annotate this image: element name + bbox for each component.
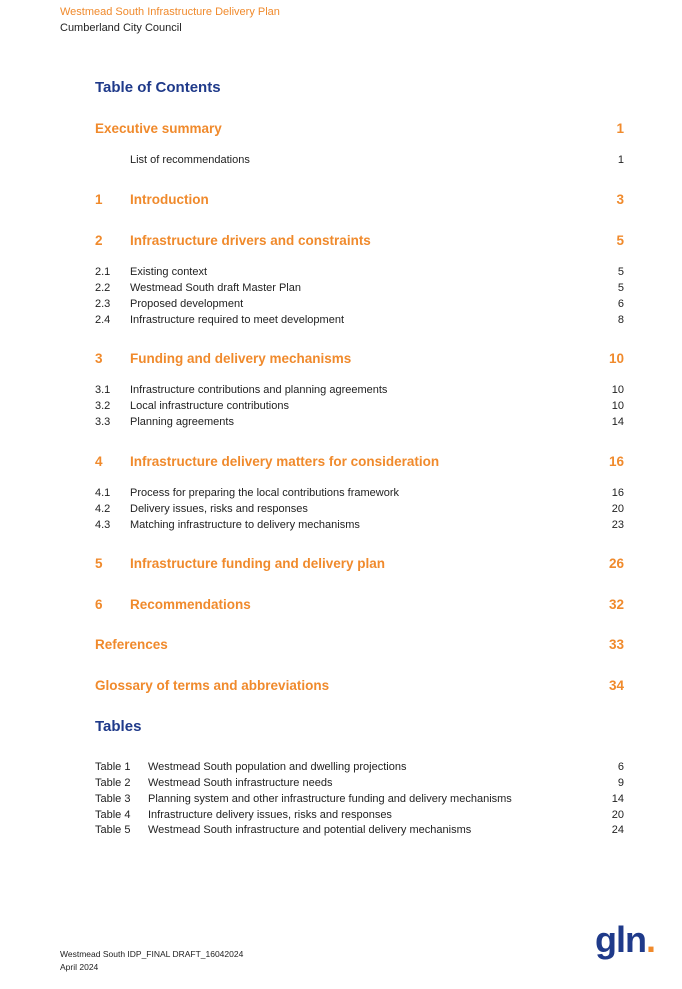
toc-entry-page: 5 [617, 266, 624, 278]
toc-entry-page: 33 [608, 637, 624, 652]
toc-entry-page: 16 [611, 487, 624, 499]
header-organisation: Cumberland City Council [60, 22, 182, 34]
toc-entry-4-1[interactable] [95, 487, 624, 499]
toc-entry-section-3[interactable] [95, 351, 624, 366]
toc-entry-page: 20 [611, 503, 624, 515]
toc-entry-label: Infrastructure contributions and planning agreements [130, 384, 388, 396]
table-label: Westmead South infrastructure and potential delivery mechanisms [148, 824, 472, 836]
toc-entry-page: 10 [611, 400, 624, 412]
toc-entry-page: 26 [608, 556, 624, 571]
toc-entry-3-1[interactable] [95, 384, 624, 396]
table-number: Table 4 [95, 809, 131, 821]
table-page: 9 [617, 777, 624, 789]
toc-entry-section-6[interactable] [95, 597, 624, 612]
toc-entry-label: Infrastructure drivers and constraints [130, 233, 371, 248]
footer-date: April 2024 [60, 962, 99, 972]
toc-entry-label: Infrastructure funding and delivery plan [130, 556, 386, 571]
toc-entry-number: 4.3 [95, 519, 111, 531]
toc-entry-number: 2 [95, 233, 103, 248]
toc-entry-number: 1 [95, 192, 103, 207]
toc-entry-section-2[interactable] [95, 233, 624, 248]
toc-entry-section-4[interactable] [95, 454, 624, 469]
toc-entry-label: Planning agreements [130, 416, 234, 428]
toc-entry-page: 16 [608, 454, 624, 469]
toc-entry-page: 5 [617, 282, 624, 294]
toc-entry-page: 1 [617, 154, 624, 166]
toc-entry-label: References [95, 637, 168, 652]
table-number: Table 5 [95, 824, 131, 836]
table-label: Planning system and other infrastructure funding and delivery mechanisms [148, 793, 512, 805]
toc-entry-page: 10 [611, 384, 624, 396]
toc-entry-number: 2.3 [95, 298, 111, 310]
logo-dot: . [645, 919, 655, 960]
toc-entry-number: 4.2 [95, 503, 111, 515]
toc-entry-number: 5 [95, 556, 103, 571]
table-list-entry[interactable] [95, 824, 624, 836]
toc-entry-glossary[interactable] [95, 678, 624, 693]
toc-entry-page: 8 [617, 314, 624, 326]
toc-entry-page: 14 [611, 416, 624, 428]
toc-entry-number: 3.1 [95, 384, 111, 396]
toc-entry-number: 2.4 [95, 314, 111, 326]
header-doc-title: Westmead South Infrastructure Delivery Plan [60, 6, 280, 18]
toc-entry-number: 4 [95, 454, 103, 469]
toc-entry-3-2[interactable] [95, 400, 624, 412]
logo-text: gln [595, 919, 646, 960]
toc-entry-label: Infrastructure delivery matters for consideration [130, 454, 440, 469]
toc-entry-label: Recommendations [130, 597, 251, 612]
table-page: 20 [611, 809, 624, 821]
toc-entry-references[interactable] [95, 637, 624, 652]
toc-entry-number: 3.2 [95, 400, 111, 412]
table-label: Infrastructure delivery issues, risks and responses [148, 809, 392, 821]
toc-entry-2-2[interactable] [95, 282, 624, 294]
toc-entry-number: 2.1 [95, 266, 111, 278]
toc-entry-label: Local infrastructure contributions [130, 400, 289, 412]
table-page: 6 [617, 761, 624, 773]
toc-entry-label: Introduction [130, 192, 209, 207]
toc-entry-label: List of recommendations [130, 154, 250, 166]
toc-entry-3-3[interactable] [95, 416, 624, 428]
table-number: Table 3 [95, 793, 131, 805]
toc-entry-label: Process for preparing the local contributions framework [130, 487, 400, 499]
toc-entry-label: Glossary of terms and abbreviations [95, 678, 330, 693]
toc-entry-label: Delivery issues, risks and responses [130, 503, 308, 515]
toc-entry-label: Executive summary [95, 121, 222, 136]
toc-entry-page: 10 [608, 351, 624, 366]
toc-entry-page: 32 [608, 597, 624, 612]
toc-entry-2-1[interactable] [95, 266, 624, 278]
toc-entry-section-1[interactable] [95, 192, 624, 207]
toc-entry-label: Funding and delivery mechanisms [130, 351, 352, 366]
toc-entry-label: Infrastructure required to meet development [130, 314, 345, 326]
toc-entry-list-of-recommendations[interactable] [95, 154, 624, 166]
toc-entry-section-5[interactable] [95, 556, 624, 571]
toc-entry-number: 4.1 [95, 487, 111, 499]
toc-entry-number: 3.3 [95, 416, 111, 428]
tables-title: Tables [95, 718, 142, 735]
toc-entry-page: 6 [617, 298, 624, 310]
footer-file-reference: Westmead South IDP_FINAL DRAFT_16042024 [60, 949, 244, 959]
toc-entry-label: Westmead South draft Master Plan [130, 282, 301, 294]
toc-entry-page: 34 [608, 678, 624, 693]
gln-logo [595, 919, 655, 960]
table-page: 14 [611, 793, 624, 805]
table-label: Westmead South population and dwelling projections [148, 761, 407, 773]
toc-entry-number: 3 [95, 351, 103, 366]
table-list-entry[interactable] [95, 793, 624, 805]
table-label: Westmead South infrastructure needs [148, 777, 333, 789]
toc-entry-page: 23 [611, 519, 624, 531]
table-list-entry[interactable] [95, 761, 624, 773]
toc-entry-page: 3 [616, 192, 624, 207]
toc-entry-2-4[interactable] [95, 314, 624, 326]
toc-entry-number: 6 [95, 597, 103, 612]
toc-entry-label: Existing context [130, 266, 208, 278]
table-page: 24 [611, 824, 624, 836]
table-list-entry[interactable] [95, 777, 624, 789]
toc-entry-number: 2.2 [95, 282, 111, 294]
toc-entry-label: Proposed development [130, 298, 244, 310]
toc-entry-2-3[interactable] [95, 298, 624, 310]
toc-entry-page: 5 [616, 233, 624, 248]
toc-title: Table of Contents [95, 79, 221, 96]
toc-entry-executive-summary[interactable] [95, 121, 624, 136]
table-number: Table 2 [95, 777, 131, 789]
toc-entry-4-3[interactable] [95, 519, 624, 531]
toc-entry-label: Matching infrastructure to delivery mechanisms [130, 519, 360, 531]
toc-entry-4-2[interactable] [95, 503, 624, 515]
table-list-entry[interactable] [95, 809, 624, 821]
toc-entry-page: 1 [616, 121, 624, 136]
table-number: Table 1 [95, 761, 131, 773]
